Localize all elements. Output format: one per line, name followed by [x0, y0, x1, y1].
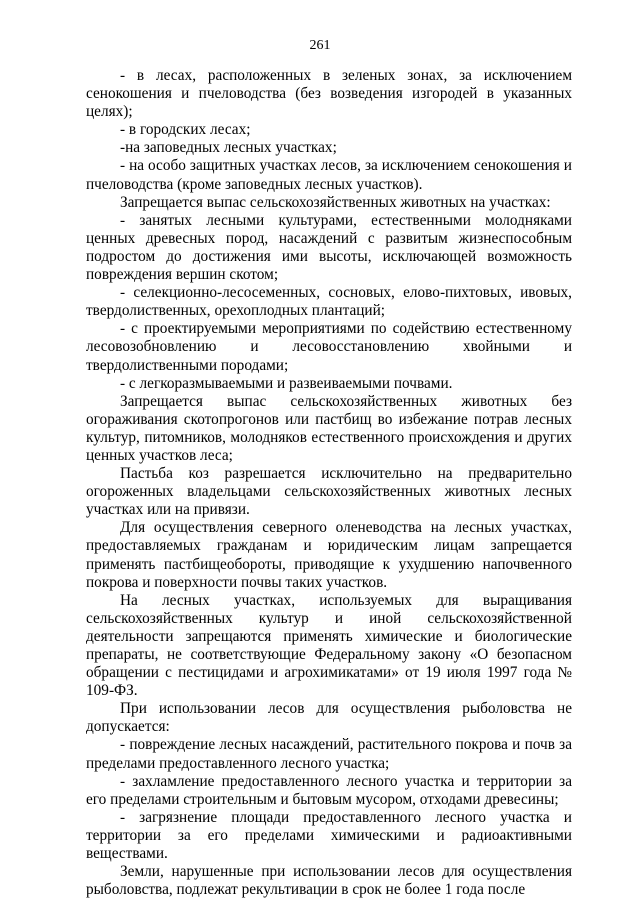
paragraph: - повреждение лесных насаждений, растительного покрова и почв за пределами предоставленного лесного участка; [86, 736, 572, 772]
paragraph: Запрещается выпас сельскохозяйственных животных без огораживания скотопрогонов или пастбищ во избежание потрав лесных культур, питомников, молодняков естественного происхождения и других ценных участков леса; [86, 392, 572, 464]
paragraph: - с легкоразмываемыми и развеиваемыми почвами. [120, 374, 453, 392]
paragraph: Запрещается выпас сельскохозяйственных животных на участках: [120, 193, 551, 211]
paragraph: - загрязнение площади предоставленного лесного участка и территории за его пределами химическими и радиоактивными веществами. [86, 808, 572, 863]
paragraph: - захламление предоставленного лесного участка и территории за его пределами строительным и бытовым мусором, отходами древесины; [86, 772, 572, 808]
paragraph: - в городских лесах; [120, 121, 251, 139]
paragraph: - селекционно-лесосеменных, сосновых, елово-пихтовых, ивовых, твердолиственных, орехоплодных плантаций; [86, 284, 572, 320]
paragraph: - занятых лесными культурами, естественными молодняками ценных древесных пород, насаждений с развитым жизнеспособным подростом до достижения ими высоты, исключающей возможность повреждения вершин скотом; [86, 211, 572, 284]
paragraph: На лесных участках, используемых для выращивания сельскохозяйственных культур и иной сельскохозяйственной деятельности запрещаются применять химические и биологические препараты, не соответствующие Федеральному закону «О безопасном обращении с пестицидами и агрохимикатами» от 19 июля 1997 года № 109-ФЗ. [86, 591, 572, 700]
paragraph: -на заповедных лесных участках; [120, 139, 337, 157]
body-text [86, 67, 572, 899]
paragraph: - в лесах, расположенных в зеленых зонах, за исключением сенокошения и пчеловодства (без возведения изгородей в указанных целях); [86, 67, 572, 121]
paragraph: - с проектируемыми мероприятиями по содействию естественному лесовозобновлению и лесовосстановлению хвойными и твердолиственными породами; [86, 320, 572, 374]
paragraph: При использовании лесов для осуществления рыболовства не допускается: [86, 700, 572, 736]
paragraph: Земли, нарушенные при использовании лесов для осуществления рыболовства, подлежат рекультивации в срок не более 1 года после [86, 863, 572, 899]
paragraph: Пастьба коз разрешается исключительно на предварительно огороженных владельцами сельскохозяйственных животных лесных участках или на привязи. [86, 465, 572, 519]
paragraph: - на особо защитных участках лесов, за исключением сенокошения и пчеловодства (кроме заповедных лесных участков). [86, 157, 572, 193]
paragraph: Для осуществления северного оленеводства на лесных участках, предоставляемых гражданам и юридическим лицам запрещается применять пастбищеобороты, приводящие к ухудшению напочвенного покрова и поверхности почвы таких участков. [86, 519, 572, 591]
page-number: 261 [309, 38, 331, 53]
